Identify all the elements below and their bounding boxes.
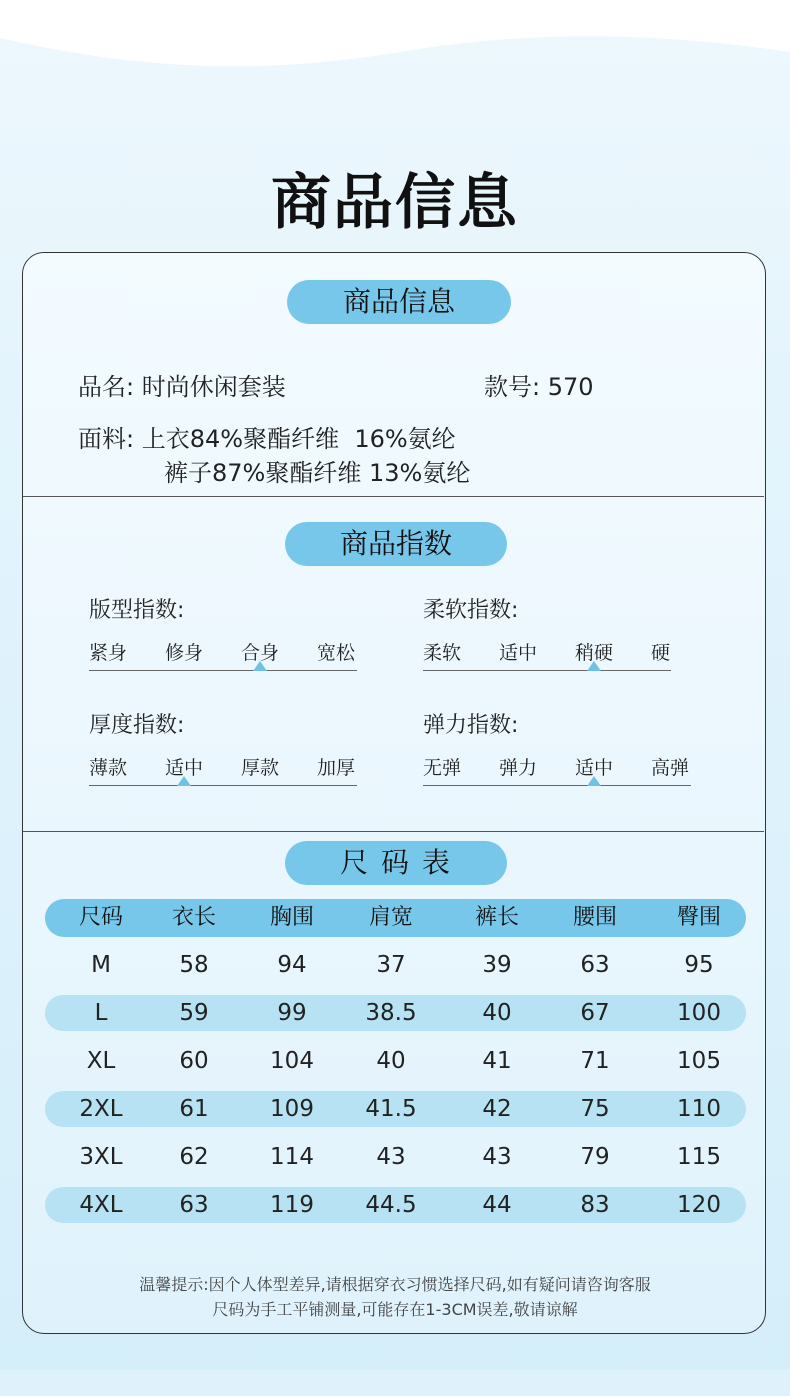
size-table-header xyxy=(45,899,746,937)
fit-option: 紧身 xyxy=(89,642,128,664)
elasticity-selected-marker-icon xyxy=(587,776,601,786)
fabric-pants-value: 裤子87%聚酯纤维 13%氨纶 xyxy=(164,459,471,487)
softness-option: 适中 xyxy=(499,642,538,664)
column-header: 臀围 xyxy=(676,905,721,930)
measurement-cell: 44.5 xyxy=(365,1192,417,1218)
fit-option: 合身 xyxy=(241,642,280,664)
measurement-cell: 67 xyxy=(580,1000,610,1026)
fabric-row xyxy=(78,419,456,454)
fit-option: 修身 xyxy=(165,642,204,664)
table-row xyxy=(45,1139,746,1175)
measurement-cell: 39 xyxy=(482,952,512,978)
style-number-row xyxy=(484,367,594,402)
measurement-cell: 105 xyxy=(677,1048,721,1074)
elasticity-scale-line xyxy=(423,785,691,786)
index-section-header: 商品指数 xyxy=(285,522,507,566)
column-header: 尺码 xyxy=(78,905,123,930)
measurement-cell: 79 xyxy=(580,1144,610,1170)
measurement-cell: 94 xyxy=(277,952,307,978)
table-row xyxy=(45,995,746,1031)
top-wave-decoration xyxy=(0,0,790,90)
column-header: 腰围 xyxy=(572,905,617,930)
page-title: 商品信息 xyxy=(271,168,519,238)
style-number-label: 款号: xyxy=(484,373,541,401)
size-cell: L xyxy=(94,1000,108,1026)
softness-option: 稍硬 xyxy=(575,642,614,664)
measurement-cell: 63 xyxy=(580,952,610,978)
bottom-strip xyxy=(0,1370,790,1396)
measurement-cell: 110 xyxy=(677,1096,721,1122)
elasticity-index-label: 弹力指数: xyxy=(423,713,519,738)
measurement-cell: 75 xyxy=(580,1096,610,1122)
size-cell: XL xyxy=(86,1048,116,1074)
table-row xyxy=(45,1043,746,1079)
measurement-cell: 114 xyxy=(270,1144,314,1170)
measurement-cell: 71 xyxy=(580,1048,610,1074)
measurement-cell: 83 xyxy=(580,1192,610,1218)
measurement-cell: 38.5 xyxy=(365,1000,417,1026)
thickness-selected-marker-icon xyxy=(177,776,191,786)
measurement-cell: 41 xyxy=(482,1048,512,1074)
measurement-cell: 60 xyxy=(179,1048,209,1074)
thickness-option: 薄款 xyxy=(89,757,128,779)
thickness-option: 厚款 xyxy=(241,757,280,779)
column-header: 衣长 xyxy=(171,905,216,930)
elasticity-option: 适中 xyxy=(575,757,614,779)
fit-index-label: 版型指数: xyxy=(89,598,185,623)
measurement-cell: 58 xyxy=(179,952,209,978)
column-header: 胸围 xyxy=(269,905,314,930)
table-row xyxy=(45,1091,746,1127)
measurement-cell: 44 xyxy=(482,1192,512,1218)
measurement-cell: 115 xyxy=(677,1144,721,1170)
measurement-cell: 120 xyxy=(677,1192,721,1218)
column-header: 裤长 xyxy=(474,905,519,930)
thickness-index-scale xyxy=(89,753,359,793)
elasticity-index-scale xyxy=(423,753,693,793)
measurement-cell: 99 xyxy=(277,1000,307,1026)
size-cell: 4XL xyxy=(79,1192,123,1218)
measurement-cell: 109 xyxy=(270,1096,314,1122)
section-divider xyxy=(23,831,764,832)
thickness-scale-line xyxy=(89,785,357,786)
measurement-cell: 59 xyxy=(179,1000,209,1026)
softness-index-label: 柔软指数: xyxy=(423,598,519,623)
softness-selected-marker-icon xyxy=(587,661,601,671)
measurement-cell: 40 xyxy=(482,1000,512,1026)
size-cell: 3XL xyxy=(79,1144,123,1170)
softness-option: 柔软 xyxy=(423,642,462,664)
measurement-cell: 42 xyxy=(482,1096,512,1122)
fabric-top-value: 上衣84%聚酯纤维 16%氨纶 xyxy=(141,425,456,453)
table-row xyxy=(45,947,746,983)
measurement-cell: 62 xyxy=(179,1144,209,1170)
measurement-cell: 119 xyxy=(270,1192,314,1218)
fit-selected-marker-icon xyxy=(253,661,267,671)
thickness-option: 适中 xyxy=(165,757,204,779)
measurement-cell: 61 xyxy=(179,1096,209,1122)
measurement-cell: 41.5 xyxy=(365,1096,417,1122)
column-header: 肩宽 xyxy=(368,905,413,930)
measurement-cell: 100 xyxy=(677,1000,721,1026)
product-name-row xyxy=(78,367,286,402)
product-name-label: 品名: xyxy=(78,373,135,401)
thickness-option: 加厚 xyxy=(317,757,356,779)
softness-index-scale xyxy=(423,638,693,678)
measurement-cell: 104 xyxy=(270,1048,314,1074)
size-cell: M xyxy=(91,952,111,978)
measurement-cell: 37 xyxy=(376,952,406,978)
fit-scale-line xyxy=(89,670,357,671)
measurement-cell: 43 xyxy=(482,1144,512,1170)
style-number-value: 570 xyxy=(547,373,594,401)
table-row xyxy=(45,1187,746,1223)
info-section-header: 商品信息 xyxy=(287,280,511,324)
thickness-index-label: 厚度指数: xyxy=(89,713,185,738)
fit-option: 宽松 xyxy=(317,642,356,664)
tip-note-line-1: 温馨提示:因个人体型差异,请根据穿衣习惯选择尺码,如有疑问请咨询客服 xyxy=(139,1275,651,1294)
fabric-label: 面料: xyxy=(78,425,135,453)
tip-note-line-2: 尺码为手工平铺测量,可能存在1-3CM误差,敬请谅解 xyxy=(212,1300,578,1319)
size-section-header: 尺 码 表 xyxy=(285,841,507,885)
elasticity-option: 无弹 xyxy=(423,757,462,779)
measurement-cell: 95 xyxy=(684,952,714,978)
measurement-cell: 43 xyxy=(376,1144,406,1170)
fit-index-scale xyxy=(89,638,359,678)
product-name-value: 时尚休闲套装 xyxy=(141,373,286,401)
measurement-cell: 63 xyxy=(179,1192,209,1218)
softness-option: 硬 xyxy=(651,642,671,664)
elasticity-option: 高弹 xyxy=(651,757,690,779)
softness-scale-line xyxy=(423,670,671,671)
section-divider xyxy=(23,496,764,497)
elasticity-option: 弹力 xyxy=(499,757,538,779)
size-cell: 2XL xyxy=(79,1096,123,1122)
measurement-cell: 40 xyxy=(376,1048,406,1074)
